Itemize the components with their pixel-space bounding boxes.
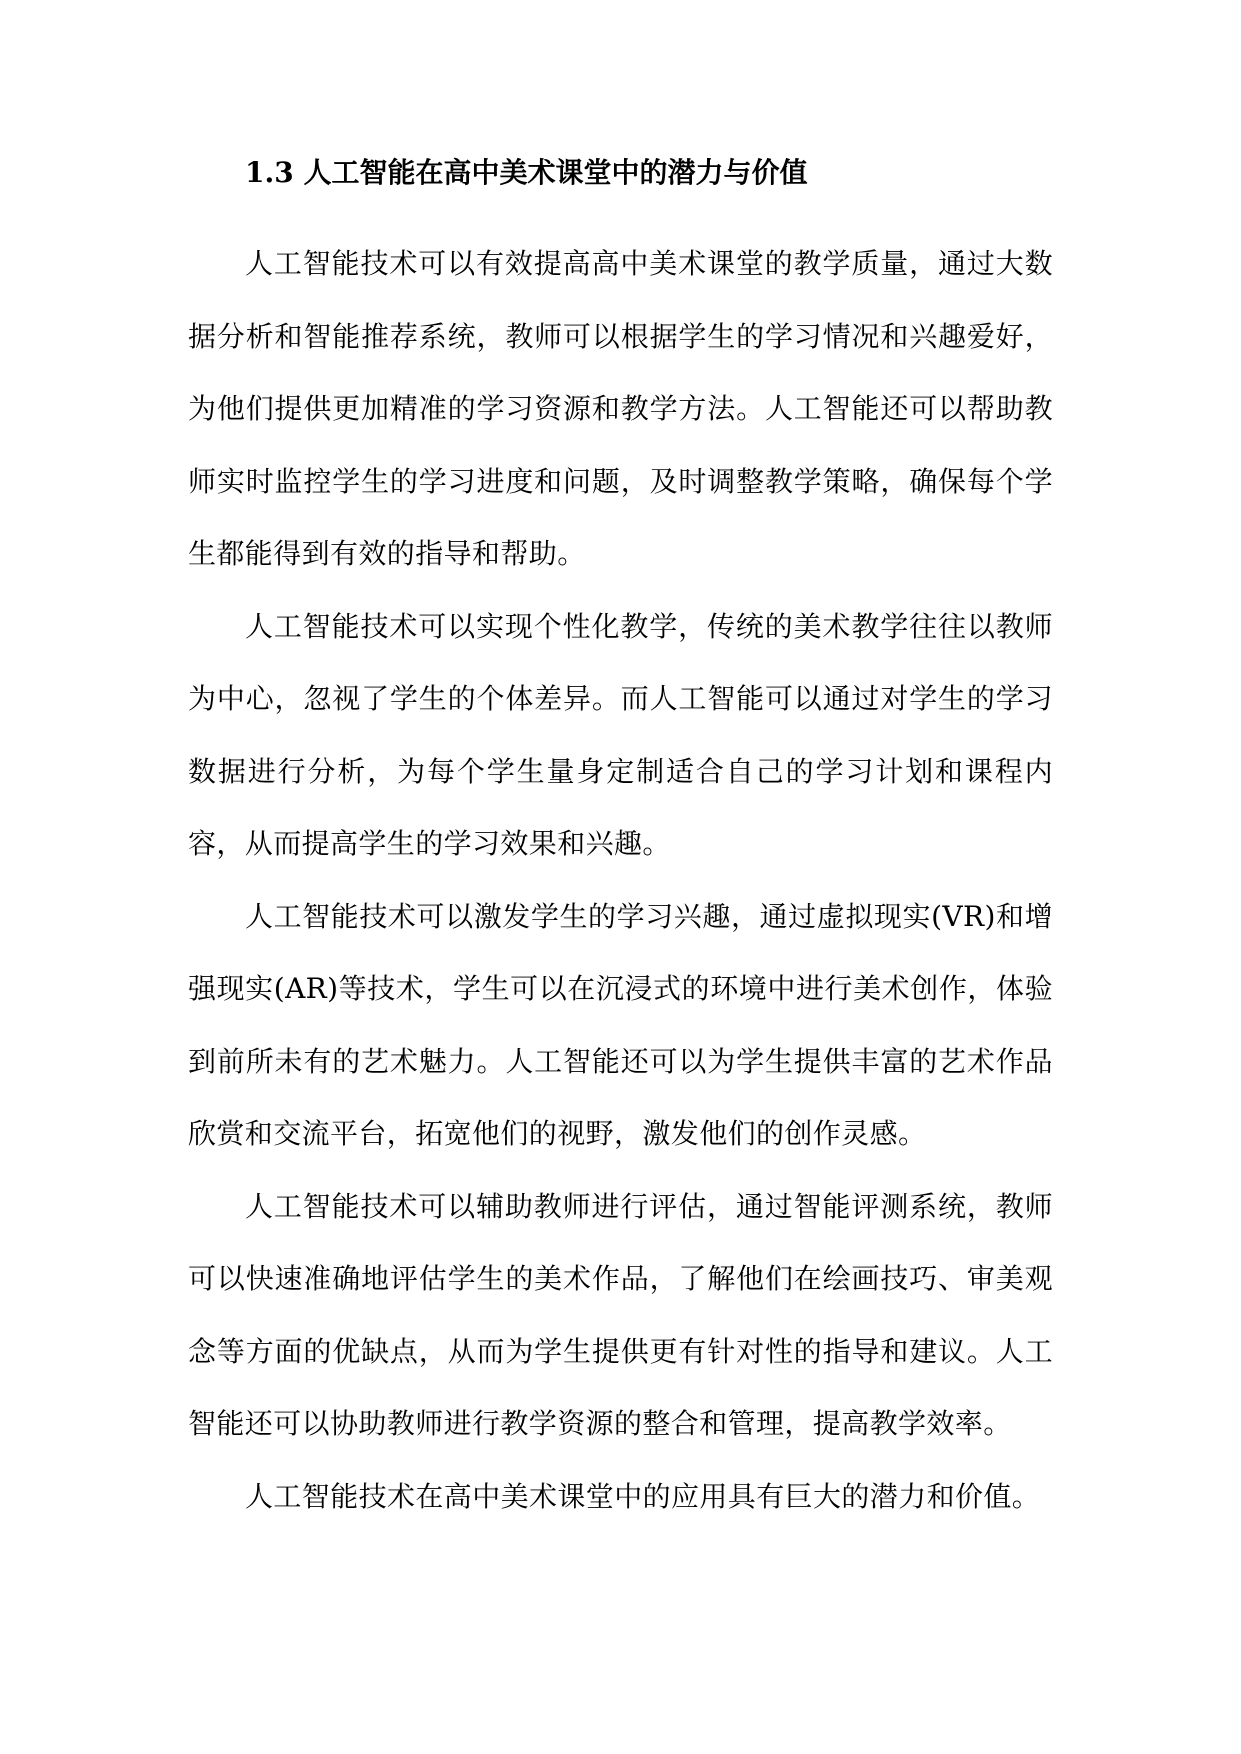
body-text: [188, 228, 1053, 1533]
paragraph-3: 人工智能技术可以激发学生的学习兴趣，通过虚拟现实(VR)和增强现实(AR)等技术，学生可以在沉浸式的环境中进行美术创作，体验到前所未有的艺术魅力。人工智能还可以为学生提供丰富的艺术作品欣赏和交流平台，拓宽他们的视野，激发他们的创作灵感。: [188, 899, 1053, 1150]
document-content: [188, 148, 1053, 1533]
paragraph-5: 人工智能技术在高中美术课堂中的应用具有巨大的潜力和价值。: [245, 1479, 1041, 1513]
paragraph-4: 人工智能技术可以辅助教师进行评估，通过智能评测系统，教师可以快速准确地评估学生的美术作品，了解他们在绘画技巧、审美观念等方面的优缺点，从而为学生提供更有针对性的指导和建议。人工智能还可以协助教师进行教学资源的整合和管理，提高教学效率。: [188, 1189, 1053, 1440]
paragraph-1: 人工智能技术可以有效提高高中美术课堂的教学质量，通过大数据分析和智能推荐系统，教师可以根据学生的学习情况和兴趣爱好，为他们提供更加精准的学习资源和教学方法。人工智能还可以帮助教师实时监控学生的学习进度和问题，及时调整教学策略，确保每个学生都能得到有效的指导和帮助。: [188, 247, 1053, 570]
section-heading: 1.3 人工智能在高中美术课堂中的潜力与价值: [245, 156, 808, 189]
paragraph-2: 人工智能技术可以实现个性化教学，传统的美术教学往往以教师为中心，忽视了学生的个体差异。而人工智能可以通过对学生的学习数据进行分析，为每个学生量身定制适合自己的学习计划和课程内容，从而提高学生的学习效果和兴趣。: [188, 609, 1053, 860]
